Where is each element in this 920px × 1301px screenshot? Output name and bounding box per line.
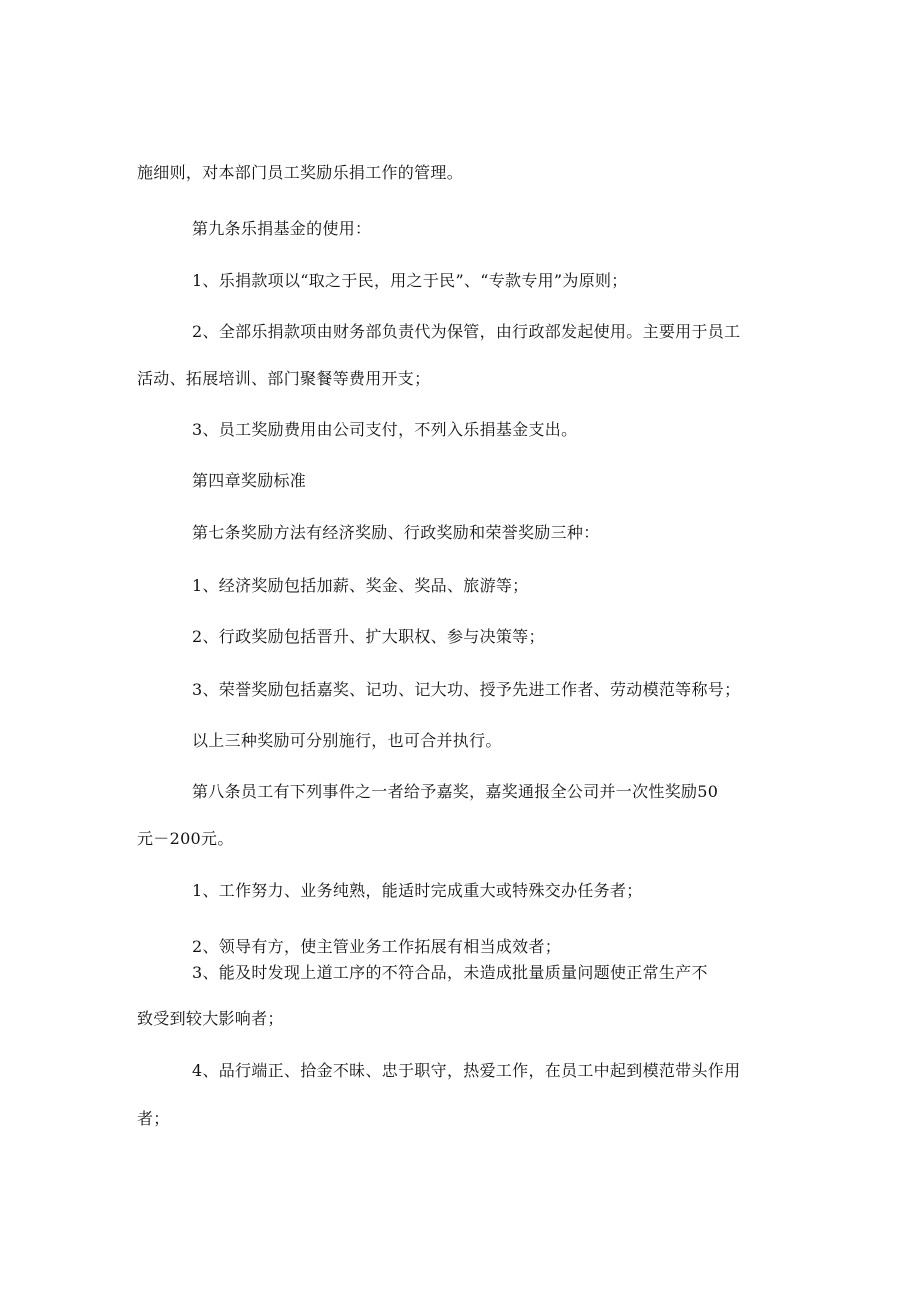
list-item: 2、行政奖励包括晋升、扩大职权、参与决策等； (192, 627, 545, 646)
list-item: 1、经济奖励包括加薪、奖金、奖品、旅游等； (192, 576, 529, 595)
chapter-heading: 第四章奖励标准 (192, 471, 307, 490)
list-item: 3、荣誉奖励包括嘉奖、记功、记大功、授予先进工作者、劳动模范等称号； (192, 680, 741, 699)
article-heading: 第七条奖励方法有经济奖励、行政奖励和荣誉奖励三种： (192, 523, 600, 542)
list-item: 4、品行端正、拾金不昧、忠于职守，热爱工作，在员工中起到模范带头作用 (192, 1061, 741, 1080)
article-heading: 第八条员工有下列事件之一者给予嘉奖，嘉奖通报全公司并一次性奖励50 (192, 782, 719, 801)
list-item: 1、乐捐款项以“取之于民，用之于民”、“专款专用”为原则； (192, 271, 628, 290)
text-line: 以上三种奖励可分别施行，也可合并执行。 (192, 731, 502, 750)
text-line: 者； (137, 1109, 170, 1128)
text-line: 致受到较大影响者； (137, 1009, 284, 1028)
text-line: 元－200元。 (137, 829, 234, 848)
list-item: 2、领导有方，使主管业务工作拓展有相当成效者； (192, 937, 562, 956)
list-item: 3、能及时发现上道工序的不符合品，未造成批量质量问题使正常生产不 (192, 963, 708, 982)
list-item: 3、员工奖励费用由公司支付，不列入乐捐基金支出。 (192, 420, 578, 439)
list-item: 1、工作努力、业务纯熟，能适时完成重大或特殊交办任务者； (192, 881, 643, 900)
text-line: 活动、拓展培训、部门聚餐等费用开支； (137, 369, 431, 388)
list-item: 2、全部乐捐款项由财务部负责代为保管，由行政部发起使用。主要用于员工 (192, 322, 741, 341)
article-heading: 第九条乐捐基金的使用： (192, 219, 372, 238)
text-line: 施细则，对本部门员工奖励乐捐工作的管理。 (137, 163, 464, 182)
